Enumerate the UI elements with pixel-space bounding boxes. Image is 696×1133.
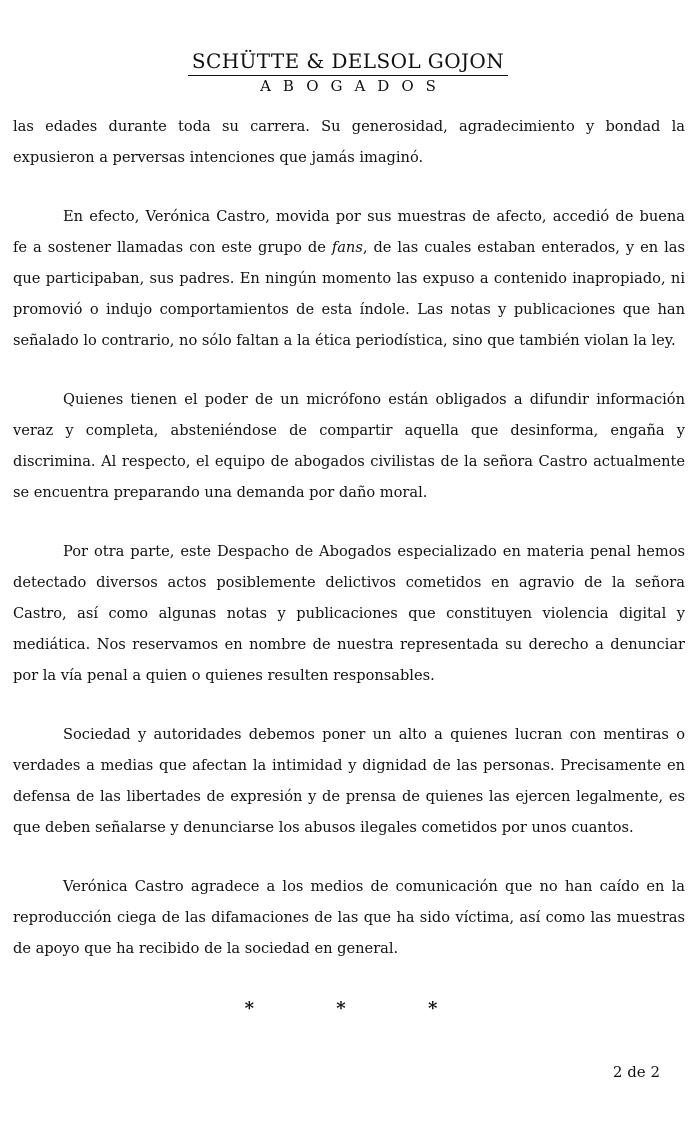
paragraph-5-text: Sociedad y autoridades debemos poner un alto a quienes lucran con mentiras o verdades a medias que afectan la intimidad y dignidad de las personas. Precisamente en defensa de las libertades de expresión y de prensa de quienes las ejercen legalmente, es que deben señalarse y denunciarse los abusos ilegales cometidos por unos cuantos. (13, 726, 685, 836)
paragraph-6 (13, 871, 685, 964)
letterhead (0, 48, 696, 95)
paragraph-2 (13, 201, 685, 356)
paragraph-5 (13, 719, 685, 843)
paragraph-3 (13, 384, 685, 508)
paragraph-4 (13, 536, 685, 691)
document-body (13, 111, 685, 992)
paragraph-3-text: Quienes tienen el poder de un micrófono están obligados a difundir información veraz y completa, absteniéndose de compartir aquella que desinforma, engaña y discrimina. Al respecto, el equipo de abogados civilistas de la señora Castro actualmente se encuentra preparando una demanda por daño moral. (13, 391, 685, 501)
paragraph-1-text: las edades durante toda su carrera. Su generosidad, agradecimiento y bondad la expusieron a perversas intenciones que jamás imaginó. (13, 118, 685, 166)
paragraph-1 (13, 111, 685, 173)
paragraph-2-italic: fans (331, 239, 363, 256)
firm-name: SCHÜTTE & DELSOL GOJON (188, 48, 508, 76)
section-separator: * * * (244, 998, 476, 1019)
firm-subtitle: ABOGADOS (260, 77, 448, 95)
paragraph-4-text: Por otra parte, este Despacho de Abogados especializado en materia penal hemos detectado diversos actos posiblemente delictivos cometidos en agravio de la señora Castro, así como algunas notas y publicaciones que constituyen violencia digital y mediática. Nos reservamos en nombre de nuestra representada su derecho a denunciar por la vía penal a quien o quienes resulten responsables. (13, 543, 685, 684)
paragraph-2-text-a: En efecto, Verónica Castro, movida por sus muestras de afecto, accedió de buena fe a sostener llamadas con este grupo de (13, 208, 685, 256)
paragraph-2-text-b: , de las cuales estaban enterados, y en las que participaban, sus padres. En ningún momento las expuso a contenido inapropiado, ni promovió o indujo comportamientos de esta índole. Las notas y publicaciones que han señalado lo contrario, no sólo faltan a la ética periodística, sino que también violan la ley. (13, 239, 685, 349)
paragraph-6-text: Verónica Castro agradece a los medios de comunicación que no han caído en la reproducción ciega de las difamaciones de las que ha sido víctima, así como las muestras de apoyo que ha recibido de la sociedad en general. (13, 878, 685, 957)
page-number: 2 de 2 (612, 1063, 660, 1081)
